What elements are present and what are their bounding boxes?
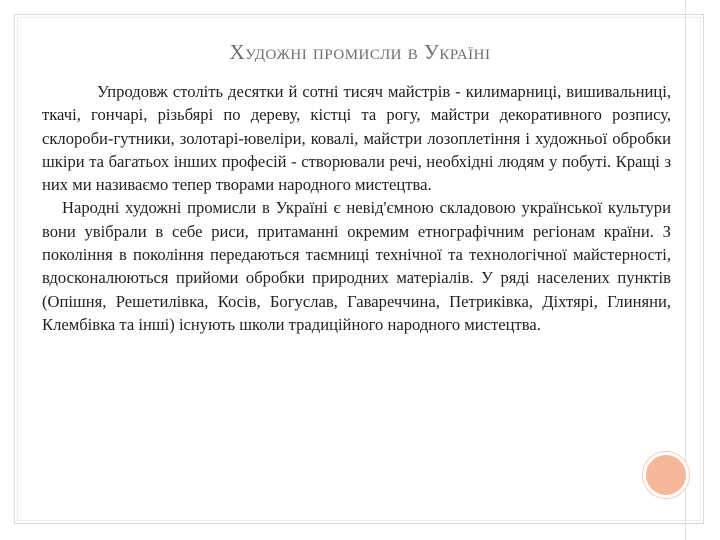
- paragraph-1: Упродовж століть десятки й сотні тисяч майстрів - килимарниці, вишивальниці, ткачі, гончарі, різьбярі по дереву, кістці та рогу, майстри декоративного розпису, склороби-гутники, золотарі-ювеліри, ковалі, майстри лозоплетіння і художньої обробки шкіри та багатьох інших професій - створювали речі, необхідні людям у побуті. Кращі з них ми називаємо тепер творами народного мистецтва.: [42, 82, 671, 195]
- decorative-circle: [643, 452, 689, 498]
- decorative-vertical-line: [685, 0, 686, 540]
- paragraph-2: Народні художні промисли в Україні є невід'ємною складовою української культури вони увібрали в себе риси, притаманні окремим етнографічним регіонам країни. З покоління в покоління передаються таємниці технічної та технологічної майстерності, вдосконалюються прийоми обробки природних матеріалів. У ряді населених пунктів (Опішня, Решетилівка, Косів, Богуслав, Гавареччина, Петриківка, Діхтярі, Глиняни, Клембівка та інші) існують школи традиційного народного мистецтва.: [42, 198, 671, 334]
- slide-title: Художні промисли в Україні: [229, 40, 491, 64]
- slide-body: [42, 80, 671, 336]
